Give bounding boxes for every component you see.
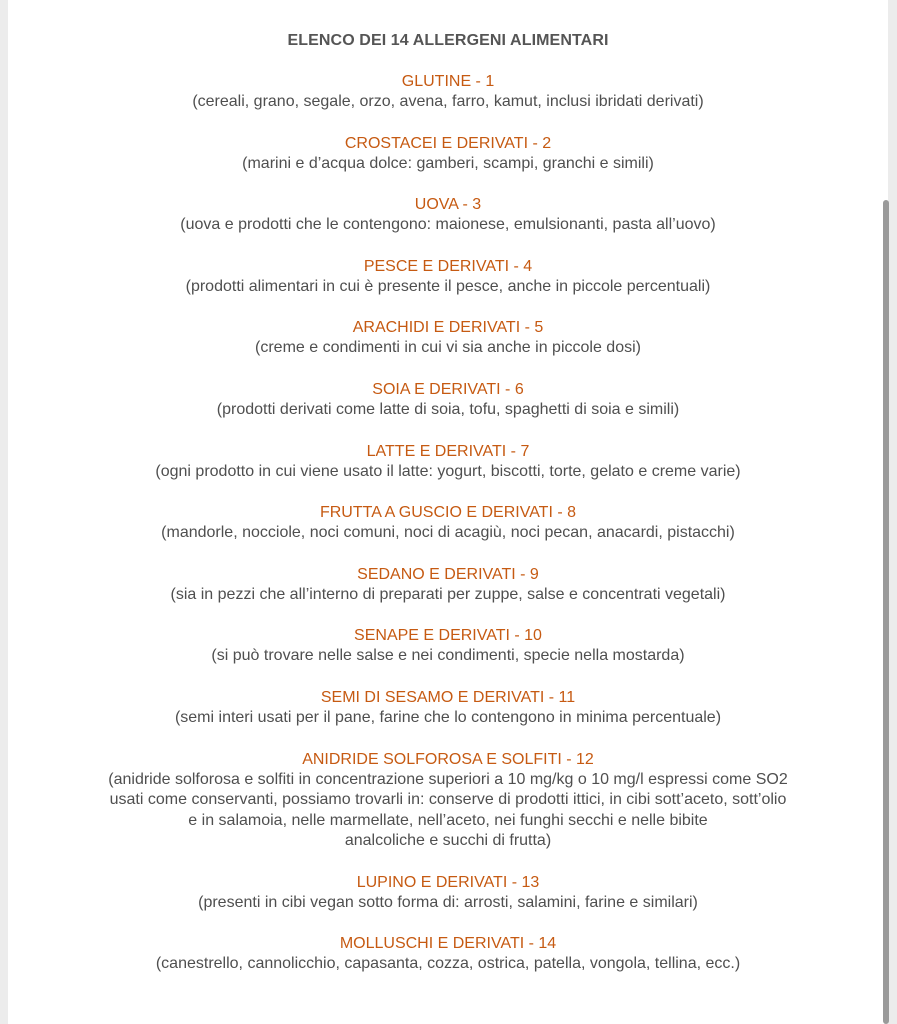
allergen-description: (sia in pezzi che all’interno di preparati per zuppe, salse e concentrati vegetali) xyxy=(170,585,726,603)
allergen-name: ARACHIDI E DERIVATI - 5 xyxy=(352,319,544,337)
allergen-name: SENAPE E DERIVATI - 10 xyxy=(354,627,542,645)
allergen-description: (si può trovare nelle salse e nei condimenti, specie nella mostarda) xyxy=(211,647,685,665)
allergen-description: (cereali, grano, segale, orzo, avena, farro, kamut, inclusi ibridati derivati) xyxy=(192,93,704,110)
allergen-description: (prodotti alimentari in cui è presente il pesce, anche in piccole percentuali) xyxy=(185,277,711,295)
allergen-entry xyxy=(8,565,888,627)
allergen-description: usati come conservanti, possiamo trovarli in: conserve di prodotti ittici, in cibi sott’aceto, sott’olio xyxy=(109,791,787,809)
allergen-description: (anidride solforosa e solfiti in concentrazione superiori a 10 mg/kg o 10 mg/l espressi come SO2 xyxy=(108,770,788,788)
page-title: ELENCO DEI 14 ALLERGENI ALIMENTARI xyxy=(287,32,609,49)
allergen-entry xyxy=(8,688,888,750)
allergen-description: (ogni prodotto in cui viene usato il latte: yogurt, biscotti, torte, gelato e creme varie) xyxy=(155,462,741,480)
allergen-name: MOLLUSCHI E DERIVATI - 14 xyxy=(339,935,557,953)
allergen-entry xyxy=(8,195,888,257)
allergen-entry xyxy=(8,934,888,996)
allergen-entry xyxy=(8,442,888,504)
vertical-scrollbar[interactable] xyxy=(883,200,889,1024)
allergen-name: LUPINO E DERIVATI - 13 xyxy=(356,873,540,891)
allergen-description: analcoliche e succhi di frutta) xyxy=(344,832,552,850)
allergen-description: (mandorle, nocciole, noci comuni, noci di acagiù, noci pecan, anacardi, pistacchi) xyxy=(161,524,735,542)
allergen-description: e in salamoia, nelle marmellate, nell’aceto, nei funghi secchi e nelle bibite xyxy=(188,811,708,829)
document-page xyxy=(8,0,888,1024)
allergen-entry xyxy=(8,257,888,319)
allergen-name: SEDANO E DERIVATI - 9 xyxy=(357,565,539,583)
allergen-entry xyxy=(8,873,888,935)
allergen-description: (prodotti derivati come latte di soia, tofu, spaghetti di soia e simili) xyxy=(216,400,680,418)
allergen-entry xyxy=(8,503,888,565)
allergen-description: (marini e d’acqua dolce: gamberi, scampi, granchi e simili) xyxy=(242,154,654,172)
allergen-entry xyxy=(8,750,888,873)
allergen-name: LATTE E DERIVATI - 7 xyxy=(366,442,530,460)
allergen-entry xyxy=(8,626,888,688)
allergen-name: PESCE E DERIVATI - 4 xyxy=(363,257,533,275)
allergen-entry xyxy=(8,380,888,442)
allergen-name: CROSTACEI E DERIVATI - 2 xyxy=(344,134,552,152)
allergen-name: FRUTTA A GUSCIO E DERIVATI - 8 xyxy=(319,504,577,522)
allergen-name: UOVA - 3 xyxy=(414,196,482,214)
allergen-description: (semi interi usati per il pane, farine che lo contengono in minima percentuale) xyxy=(174,708,722,726)
allergen-name: GLUTINE - 1 xyxy=(401,73,495,90)
allergen-entry xyxy=(8,134,888,196)
allergen-entry xyxy=(8,318,888,380)
allergen-description: (uova e prodotti che le contengono: maionese, emulsionanti, pasta all’uovo) xyxy=(180,216,716,234)
allergen-description: (creme e condimenti in cui vi sia anche in piccole dosi) xyxy=(255,339,641,357)
allergen-description: (presenti in cibi vegan sotto forma di: arrosti, salamini, farine e similari) xyxy=(198,893,698,911)
allergen-name: SEMI DI SESAMO E DERIVATI - 11 xyxy=(320,688,576,706)
allergen-description: (canestrello, cannolicchio, capasanta, cozza, ostrica, patella, vongola, tellina, ecc.) xyxy=(155,955,741,973)
allergen-name: ANIDRIDE SOLFOROSA E SOLFITI - 12 xyxy=(302,750,594,768)
allergen-list xyxy=(8,72,888,996)
allergen-entry xyxy=(8,72,888,134)
allergen-name: SOIA E DERIVATI - 6 xyxy=(372,380,524,398)
